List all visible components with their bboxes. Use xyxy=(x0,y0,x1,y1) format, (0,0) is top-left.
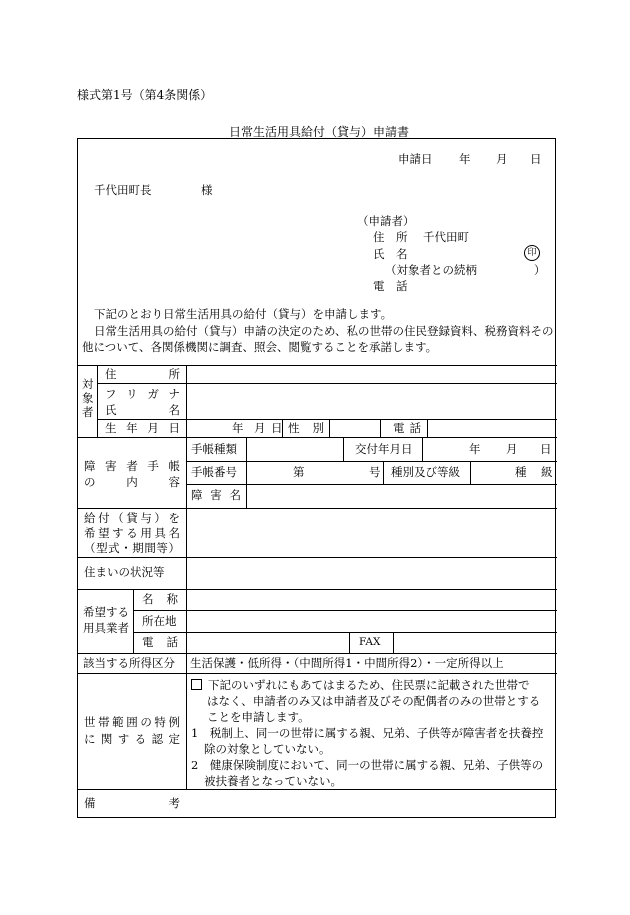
exception-checkbox[interactable] xyxy=(191,679,202,690)
issue-month[interactable]: 月 xyxy=(506,442,518,456)
item-label-line2: 希 望 す る 用 具 名 xyxy=(84,526,180,540)
income-options[interactable]: 生活保護・低所得・（中間所得1・中間所得2）・一定所得以上 xyxy=(190,656,504,670)
sex-label: 性 別 xyxy=(288,421,324,435)
applicant-address-label: 住 所 xyxy=(373,230,408,244)
vendor-label-line2: 用具業者 xyxy=(83,621,129,635)
housing-label: 住まいの状況等 xyxy=(84,565,165,579)
birth-year[interactable]: 年 xyxy=(232,421,244,435)
statement-line-1: 下記のとおり日常生活用具の給付（貸与）を申請します。 xyxy=(94,307,393,321)
issue-date-label: 交付年月日 xyxy=(355,442,413,456)
vendor-location-label: 所在地 xyxy=(142,614,177,628)
birth-month[interactable]: 月 xyxy=(254,421,266,435)
handbook-label-line2: の 内 容 xyxy=(84,475,180,489)
subject-name-label: 氏 名 xyxy=(105,403,180,417)
subject-address-label: 住 所 xyxy=(105,367,180,381)
disability-name-label: 障 害 名 xyxy=(191,488,241,502)
vendor-phone-label: 電 話 xyxy=(142,635,178,649)
application-form xyxy=(77,138,556,818)
subject-furigana-label: フ リ ガ ナ xyxy=(105,387,180,401)
seal-mark: 印 xyxy=(524,245,540,261)
exception-label-line2: に 関 す る 認 定 xyxy=(84,732,180,746)
application-date-day[interactable]: 日 xyxy=(530,152,542,166)
applicant-phone-label: 電 話 xyxy=(373,279,408,293)
addressee-honorific: 様 xyxy=(201,183,213,197)
grade-level-suffix: 級 xyxy=(541,465,553,479)
statement-line-3: 他について、各関係機関に調査、照会、閲覧することを承諾します。 xyxy=(82,340,438,354)
issue-year[interactable]: 年 xyxy=(469,442,481,456)
exception-check-line1[interactable]: 下記のいずれにもあてはまるため、住民票に記載された世帯で xyxy=(191,679,530,692)
handbook-number-suffix: 号 xyxy=(369,465,381,479)
exception-item2-line2: 被扶養者となっていない。 xyxy=(204,774,342,788)
applicant-name-label: 氏 名 xyxy=(373,247,408,261)
income-label: 該当する所得区分 xyxy=(83,656,175,670)
exception-item1-line1: 1 税制上、同一の世帯に属する親、兄弟、子供等が障害者を扶養控 xyxy=(191,726,544,740)
issue-day[interactable]: 日 xyxy=(540,442,552,456)
vendor-fax-label: FAX xyxy=(359,636,381,648)
birth-day[interactable]: 日 xyxy=(271,421,283,435)
application-date-label: 申請日 xyxy=(398,152,433,166)
item-label-line1: 給 付 （ 貸 与 ） を xyxy=(84,511,180,525)
handbook-number-prefix: 第 xyxy=(293,465,305,479)
subject-group-label: 対 象 者 xyxy=(82,377,94,419)
handbook-type-label: 手帳種類 xyxy=(191,442,237,456)
form-title: 日常生活用具給付（貸与）申請書 xyxy=(229,125,410,139)
subject-birthdate-label: 生 年 月 日 xyxy=(105,421,180,435)
vendor-label-line1: 希望する xyxy=(83,605,129,619)
exception-item2-line1: 2 健康保険制度において、同一の世帯に属する親、兄弟、子供等の xyxy=(191,758,544,772)
applicant-header: （申請者） xyxy=(357,214,415,228)
form-number: 様式第1号（第4条関係） xyxy=(77,88,213,102)
exception-check-line2: はなく、申請者のみ又は申請者及びその配偶者のみの世帯とする xyxy=(207,694,541,708)
exception-item1-line2: 除の対象としていない。 xyxy=(204,742,331,756)
grade-label: 種別及び等級 xyxy=(391,465,460,479)
vendor-name-label: 名 称 xyxy=(142,592,178,606)
application-date-month[interactable]: 月 xyxy=(496,152,508,166)
application-date-year[interactable]: 年 xyxy=(459,152,471,166)
statement-line-2: 日常生活用具の給付（貸与）申請の決定のため、私の世帯の住民登録資料、税務資料その xyxy=(94,324,554,338)
addressee-name: 千代田町長 xyxy=(94,183,152,197)
handbook-label-line1: 障 害 者 手 帳 xyxy=(84,459,180,473)
relation-label: （対象者との続柄 xyxy=(385,263,477,277)
grade-type-suffix: 種 xyxy=(515,465,527,479)
exception-check-line3: ことを申請します。 xyxy=(207,710,310,724)
exception-label-line1: 世 帯 範 囲 の 特 例 xyxy=(84,715,180,729)
subject-phone-label: 電 話 xyxy=(393,421,421,435)
relation-close: ） xyxy=(534,263,546,277)
handbook-number-label: 手帳番号 xyxy=(191,465,237,479)
applicant-address-value[interactable]: 千代田町 xyxy=(423,230,469,244)
item-label-line3: （ 型 式 ・ 期 間 等 ） xyxy=(84,541,180,555)
remarks-label: 備 考 xyxy=(84,796,180,810)
